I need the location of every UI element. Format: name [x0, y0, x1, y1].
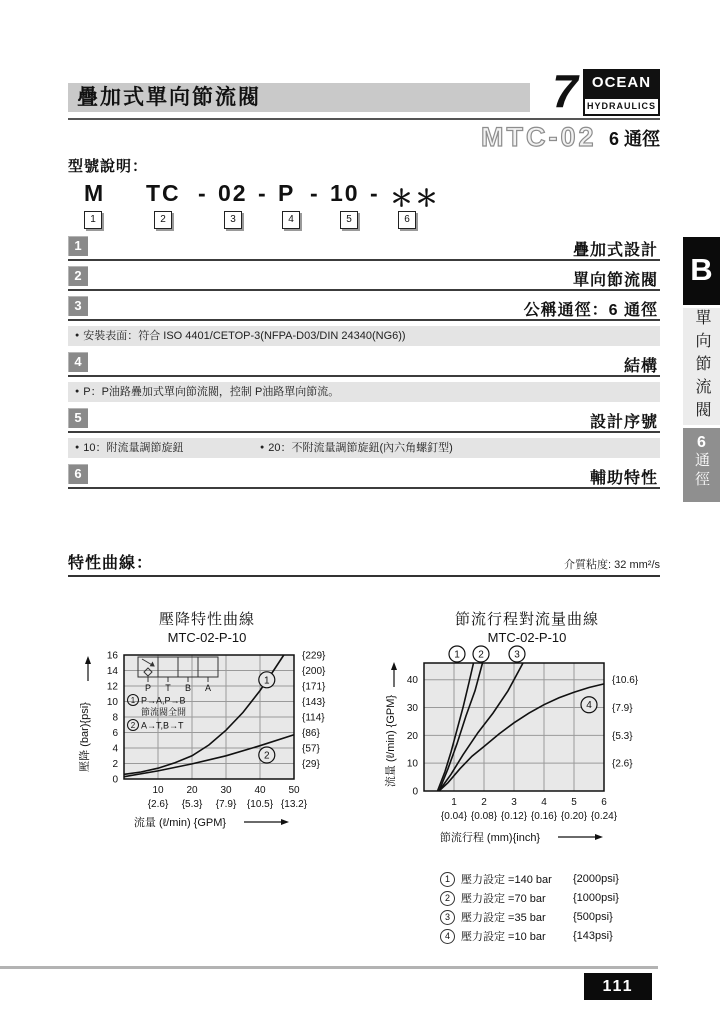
model-bore: 6 通徑 — [608, 128, 660, 149]
chart2-x-arrow-icon — [558, 834, 603, 840]
code-seg-02: 02 — [218, 180, 248, 206]
y-tick-label: 16 — [106, 650, 118, 662]
chart1-y-arrow-icon — [85, 656, 91, 681]
pressure-drop-chart — [72, 608, 342, 855]
code-chip-2: 2 — [154, 211, 172, 229]
code-chip-1: 1 — [84, 211, 102, 229]
setting-num-3: 3 — [440, 910, 455, 925]
setting-label-2: 壓力設定 =70 bar — [461, 893, 546, 905]
note-design-10: ● 10：附流量調節旋鈕 — [75, 442, 183, 454]
x-tick-label: 30 — [220, 785, 232, 796]
curves-section-header — [68, 551, 660, 577]
logo-seven: 7 — [547, 69, 583, 116]
y-tick-label: 30 — [406, 703, 418, 715]
spec-row-4 — [68, 352, 660, 377]
sidebar-category — [683, 308, 720, 425]
y-tick-label: 10 — [406, 758, 418, 770]
legend-num-1: 1 — [130, 696, 136, 705]
y2-tick-label: {5.3} — [612, 730, 633, 742]
chart2-ylabel: 流量 (ℓ/min) {GPM} — [385, 694, 397, 788]
x-tick-label: 4 — [541, 797, 547, 808]
chart1-xlabel: 流量 (ℓ/min) {GPM} — [133, 817, 227, 829]
spec-num-6: 6 — [68, 464, 88, 484]
setting-label-4: 壓力設定 =10 bar — [461, 931, 546, 943]
code-seg-tc: TC — [146, 180, 181, 206]
viscosity-note: 介質粘度: 32 mm²/s — [564, 559, 660, 571]
model-code: MTC-02 — [481, 122, 597, 152]
sidebar-bore-num: 6 — [697, 434, 706, 451]
y-tick-label: 0 — [412, 786, 418, 798]
port-a: A — [204, 683, 212, 693]
pressure-setting-3 — [440, 909, 672, 925]
model-section-heading: 型號說明： — [68, 158, 149, 175]
x-tick-sublabel: {0.12} — [500, 811, 528, 822]
y-tick-label: 12 — [106, 681, 118, 693]
note-design-20: ● 20：不附流量調節旋鈕(內六角螺釘型) — [260, 438, 453, 458]
setting-label-1: 壓力設定 =140 bar — [461, 874, 552, 886]
spec-row-6 — [68, 464, 660, 489]
spec-row-3 — [68, 296, 660, 321]
x-tick-sublabel: {0.20} — [560, 811, 588, 822]
x-tick-sublabel: {0.16} — [530, 811, 558, 822]
page-title-bar — [68, 83, 530, 112]
code-seg-m: M — [84, 180, 106, 206]
legend-text-1: P→A,P→B — [141, 695, 186, 706]
y2-tick-label: {86} — [302, 728, 320, 739]
note-mounting — [68, 326, 660, 346]
chart1-x-arrow-icon — [244, 819, 289, 825]
y-tick-label: 2 — [112, 759, 118, 770]
x-tick-sublabel: {0.24} — [590, 811, 618, 822]
legend-text-1b: 節流閥全開 — [141, 707, 187, 717]
curve-marker-num-2: 2 — [264, 750, 270, 762]
note-mounting-text: ● 安裝表面：符合 ISO 4401/CETOP-3(NFPA-D03/DIN 24340(NG6)) — [75, 330, 406, 342]
spec-row-1 — [68, 236, 660, 261]
setting-num-1: 1 — [440, 872, 455, 887]
curve-marker-num-4: 4 — [586, 700, 592, 712]
spec-label-5: 設計序號 — [589, 414, 658, 431]
chart1-ylabel: 壓降 (bar){psi} — [79, 702, 91, 772]
note-design-series — [68, 438, 660, 458]
x-tick-sublabel: {13.2} — [280, 799, 308, 810]
setting-label-3: 壓力設定 =35 bar — [461, 912, 546, 924]
curves-heading: 特性曲線： — [68, 555, 154, 572]
logo-right — [583, 69, 660, 116]
sidebar-section-tab: B — [683, 237, 720, 305]
x-tick-label: 40 — [254, 785, 266, 796]
spec-num-4: 4 — [68, 352, 88, 372]
sidebar-bore-label: 通徑 — [693, 452, 710, 490]
code-dash-2: - — [258, 180, 268, 206]
y2-tick-label: {200} — [302, 666, 326, 677]
code-dash-3: - — [310, 180, 320, 206]
x-tick-sublabel: {0.08} — [470, 811, 498, 822]
model-code-breakdown — [68, 180, 660, 240]
spec-num-2: 2 — [68, 266, 88, 286]
y2-tick-label: {2.6} — [612, 758, 633, 770]
pressure-setting-list — [440, 871, 672, 944]
spec-list — [68, 236, 660, 494]
port-p: P — [144, 683, 152, 693]
header-divider — [68, 118, 660, 120]
spec-label-1: 疊加式設計 — [572, 242, 658, 259]
x-tick-label: 20 — [186, 785, 198, 796]
port-t: T — [165, 683, 171, 693]
spec-label-3: 公稱通徑：6 通徑 — [523, 302, 658, 319]
x-tick-sublabel: {0.04} — [440, 811, 468, 822]
x-tick-label: 3 — [511, 797, 517, 808]
spec-num-3: 3 — [68, 296, 88, 316]
x-tick-sublabel: {10.5} — [246, 799, 274, 810]
curve-marker-num-1: 1 — [264, 675, 270, 687]
curve-marker-num-3: 3 — [514, 649, 520, 661]
page-number: 111 — [584, 973, 652, 1000]
x-tick-label: 10 — [152, 785, 164, 796]
x-tick-label: 50 — [288, 785, 300, 796]
spec-num-1: 1 — [68, 236, 88, 256]
chart2-title: 節流行程對流量曲線 — [454, 611, 599, 628]
spec-row-2 — [68, 266, 660, 291]
chart2-y-arrow-icon — [391, 662, 397, 687]
y-tick-label: 40 — [406, 675, 418, 687]
chart1-subtitle: MTC-02-P-10 — [167, 630, 247, 645]
note-structure — [68, 382, 660, 402]
y-tick-label: 20 — [406, 730, 418, 742]
throttle-stroke-chart — [382, 608, 672, 947]
code-seg-p: P — [278, 180, 296, 206]
y-tick-label: 8 — [112, 712, 118, 724]
chart1-title: 壓降特性曲線 — [158, 611, 255, 628]
chart1-svg — [72, 645, 342, 850]
spec-num-5: 5 — [68, 408, 88, 428]
chart2-xlabel: 節流行程 (mm){inch} — [439, 832, 541, 844]
setting-psi-3: {500psi} — [573, 911, 613, 923]
code-chip-4: 4 — [282, 211, 300, 229]
spec-row-5 — [68, 408, 660, 433]
chart2-svg — [382, 645, 662, 860]
y2-tick-label: {171} — [302, 681, 326, 693]
chart2-subtitle: MTC-02-P-10 — [487, 630, 567, 645]
setting-num-2: 2 — [440, 891, 455, 906]
legend-text-2: A→T,B→T — [141, 720, 184, 731]
curve-marker-num-2: 2 — [478, 649, 484, 661]
x-tick-label: 5 — [571, 797, 577, 808]
note-structure-text: ● P：P油路疊加式單向節流閥，控制 P油路單向節流。 — [75, 386, 339, 398]
y2-tick-label: {10.6} — [612, 675, 639, 687]
code-chip-3: 3 — [224, 211, 242, 229]
x-tick-sublabel: {7.9} — [215, 799, 237, 810]
code-seg-star: ＊＊ — [390, 185, 440, 211]
footer-divider — [0, 966, 658, 969]
curve-marker-num-1: 1 — [454, 649, 460, 661]
legend-num-2: 2 — [130, 721, 136, 730]
x-tick-label: 2 — [481, 797, 487, 808]
spec-label-6: 輔助特性 — [589, 470, 658, 487]
setting-psi-2: {1000psi} — [573, 892, 619, 904]
sidebar-category-label: 單向節流閥 — [693, 309, 710, 424]
y2-tick-label: {143} — [302, 697, 326, 708]
code-seg-10: 10 — [330, 180, 360, 206]
model-line — [68, 122, 660, 153]
spec-label-4: 結構 — [623, 358, 658, 375]
port-b: B — [184, 683, 192, 693]
y2-tick-label: {7.9} — [612, 703, 633, 715]
pressure-setting-2 — [440, 890, 672, 906]
x-tick-label: 6 — [601, 797, 607, 808]
y-tick-label: 14 — [106, 666, 118, 677]
page-title: 疊加式單向節流閥 — [77, 86, 261, 109]
pressure-setting-4 — [440, 928, 672, 944]
x-tick-sublabel: {2.6} — [147, 799, 169, 810]
spec-label-2: 單向節流閥 — [572, 272, 658, 289]
y2-tick-label: {114} — [302, 712, 325, 724]
y-tick-label: 6 — [112, 728, 118, 739]
logo-hydraulics-text: HYDRAULICS — [583, 97, 660, 116]
x-tick-label: 1 — [451, 797, 457, 808]
setting-num-4: 4 — [440, 929, 455, 944]
pressure-setting-1 — [440, 871, 672, 887]
x-tick-sublabel: {5.3} — [181, 799, 203, 810]
logo-ocean-text: OCEAN — [583, 69, 660, 97]
brand-logo — [547, 65, 660, 117]
y-tick-label: 10 — [106, 697, 118, 708]
y-tick-label: 4 — [112, 743, 118, 755]
code-dash-1: - — [198, 180, 208, 206]
y2-tick-label: {57} — [302, 743, 320, 755]
y-tick-label: 0 — [112, 774, 118, 786]
code-chip-6: 6 — [398, 211, 416, 229]
setting-psi-1: {2000psi} — [573, 873, 619, 885]
sidebar-bore — [683, 428, 720, 502]
code-chip-5: 5 — [340, 211, 358, 229]
code-dash-4: - — [370, 180, 380, 206]
y2-tick-label: {29} — [302, 759, 320, 770]
setting-psi-4: {143psi} — [573, 930, 613, 942]
y2-tick-label: {229} — [302, 650, 326, 662]
